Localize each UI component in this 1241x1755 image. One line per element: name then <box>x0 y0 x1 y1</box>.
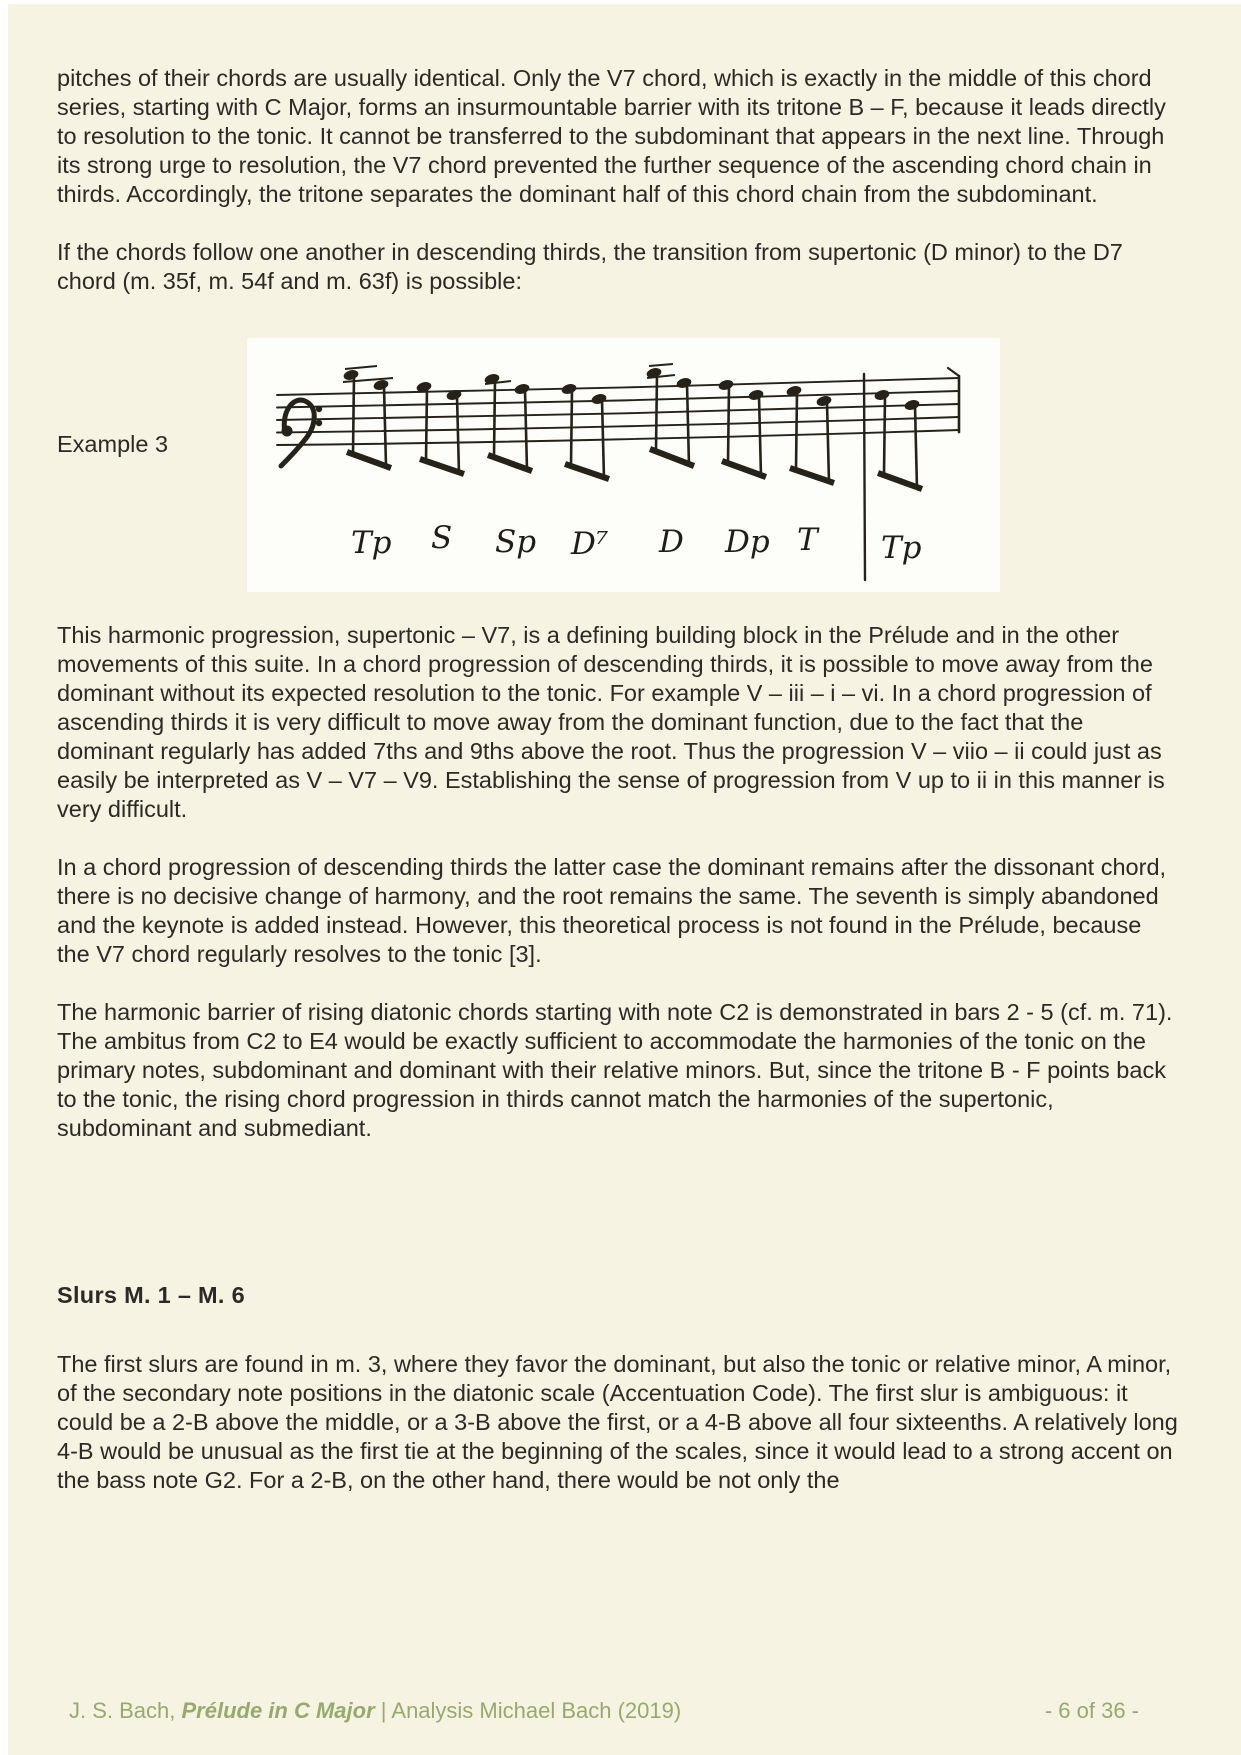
body-paragraph: pitches of their chords are usually identical. Only the V7 chord, which is exactly in the middle of this chord series, starting with C Major, forms an insurmountable barrier with its tritone B – F, because it leads directly to resolution to the tonic. It cannot be transferred to the subdominant that appears in the next line. Through its strong urge to resolution, the V7 chord prevented the further sequence of the ascending chord chain in thirds. Accordingly, the tritone separates the dominant half of this chord chain from the subdominant. <box>57 65 1166 207</box>
document-page <box>8 4 1241 1755</box>
note-group <box>484 373 532 471</box>
note-group <box>718 379 766 477</box>
footer-separator: | <box>374 1698 392 1723</box>
page-content <box>57 64 1179 1495</box>
body-paragraph: The first slurs are found in m. 3, where they favor the dominant, but also the tonic or relative minor, A minor, of the secondary note positions in the diatonic scale (Accentuation Code). The first slur is ambiguous: it could be a 2-B above the middle, or a 3-B above the first, or a 4-B above all four sixteenths. A relatively long 4-B would be unusual as the first tie at the beginning of the scales, since it would lead to a strong accent on the bass note G2. For a 2-B, on the other hand, there would be not only the <box>57 1351 1178 1493</box>
body-paragraph: In a chord progression of descending thirds the latter case the dominant remains after the dissonant chord, there is no decisive change of harmony, and the root remains the same. The seventh is simply abandoned and the keynote is added instead. However, this theoretical process is not found in the Prélude, because the V7 chord regularly resolves to the tonic [3]. <box>57 854 1167 967</box>
function-label: T <box>797 522 818 558</box>
music-notation-figure <box>247 338 1000 592</box>
page-footer <box>63 1698 1185 1724</box>
function-label: S <box>431 520 453 556</box>
body-paragraph: This harmonic progression, supertonic – V7, is a defining building block in the Prélude and in the other movements of this suite. In a chord progression of descending thirds, it is possible to move away from the dominant without its expected resolution to the tonic. For example V – iii – i – vi. In a chord progression of ascending thirds it is very difficult to move away from the dominant function, due to the fact that the dominant regularly has added 7ths and 9ths above the root. Thus the progression V – viio – ii could just as easily be interpreted as V – V7 – V9. Establishing the sense of progression from V up to ii in this manner is very difficult. <box>57 622 1165 822</box>
footer-analysis-credit: Analysis Michael Bach (2019) <box>391 1698 682 1723</box>
footer-author: J. S. Bach, <box>69 1698 182 1723</box>
function-label: Tp <box>351 525 392 561</box>
function-label: Tp <box>881 530 922 566</box>
note-group <box>561 383 609 479</box>
footer-page-number: - 6 of 36 - <box>1044 1698 1139 1723</box>
function-label: Dp <box>725 524 770 560</box>
footer-work-title: Prélude in C Major <box>181 1698 375 1723</box>
note-group <box>343 366 393 468</box>
body-paragraph: The harmonic barrier of rising diatonic chords starting with note C2 is demonstrated in bars 2 - 5 (cf. m. 71). The ambitus from C2 to E4 would be exactly sufficient to accommodate the harmonies of the tonic on the primary notes, subdominant and dominant with their relative minors. But, since the tritone B - F points back to the tonic, the rising chord progression in thirds cannot match the harmonies of the supertonic, subdominant and submediant. <box>57 999 1173 1141</box>
note-group <box>874 389 922 489</box>
function-label: D <box>659 524 684 560</box>
function-labels <box>351 520 922 566</box>
function-label: Sp <box>495 524 537 560</box>
note-group <box>416 381 464 474</box>
example-figure-row <box>57 338 1179 592</box>
footer-citation <box>63 1698 681 1724</box>
note-group <box>646 364 694 466</box>
music-notation-image <box>247 338 1000 592</box>
function-label: D⁷ <box>571 526 609 562</box>
body-paragraph: If the chords follow one another in descending thirds, the transition from supertonic (D minor) to the D7 chord (m. 35f, m. 54f and m. 63f) is possible: <box>57 239 1123 294</box>
section-heading: Slurs M. 1 – M. 6 <box>57 1282 245 1308</box>
example-label: Example 3 <box>57 431 169 457</box>
